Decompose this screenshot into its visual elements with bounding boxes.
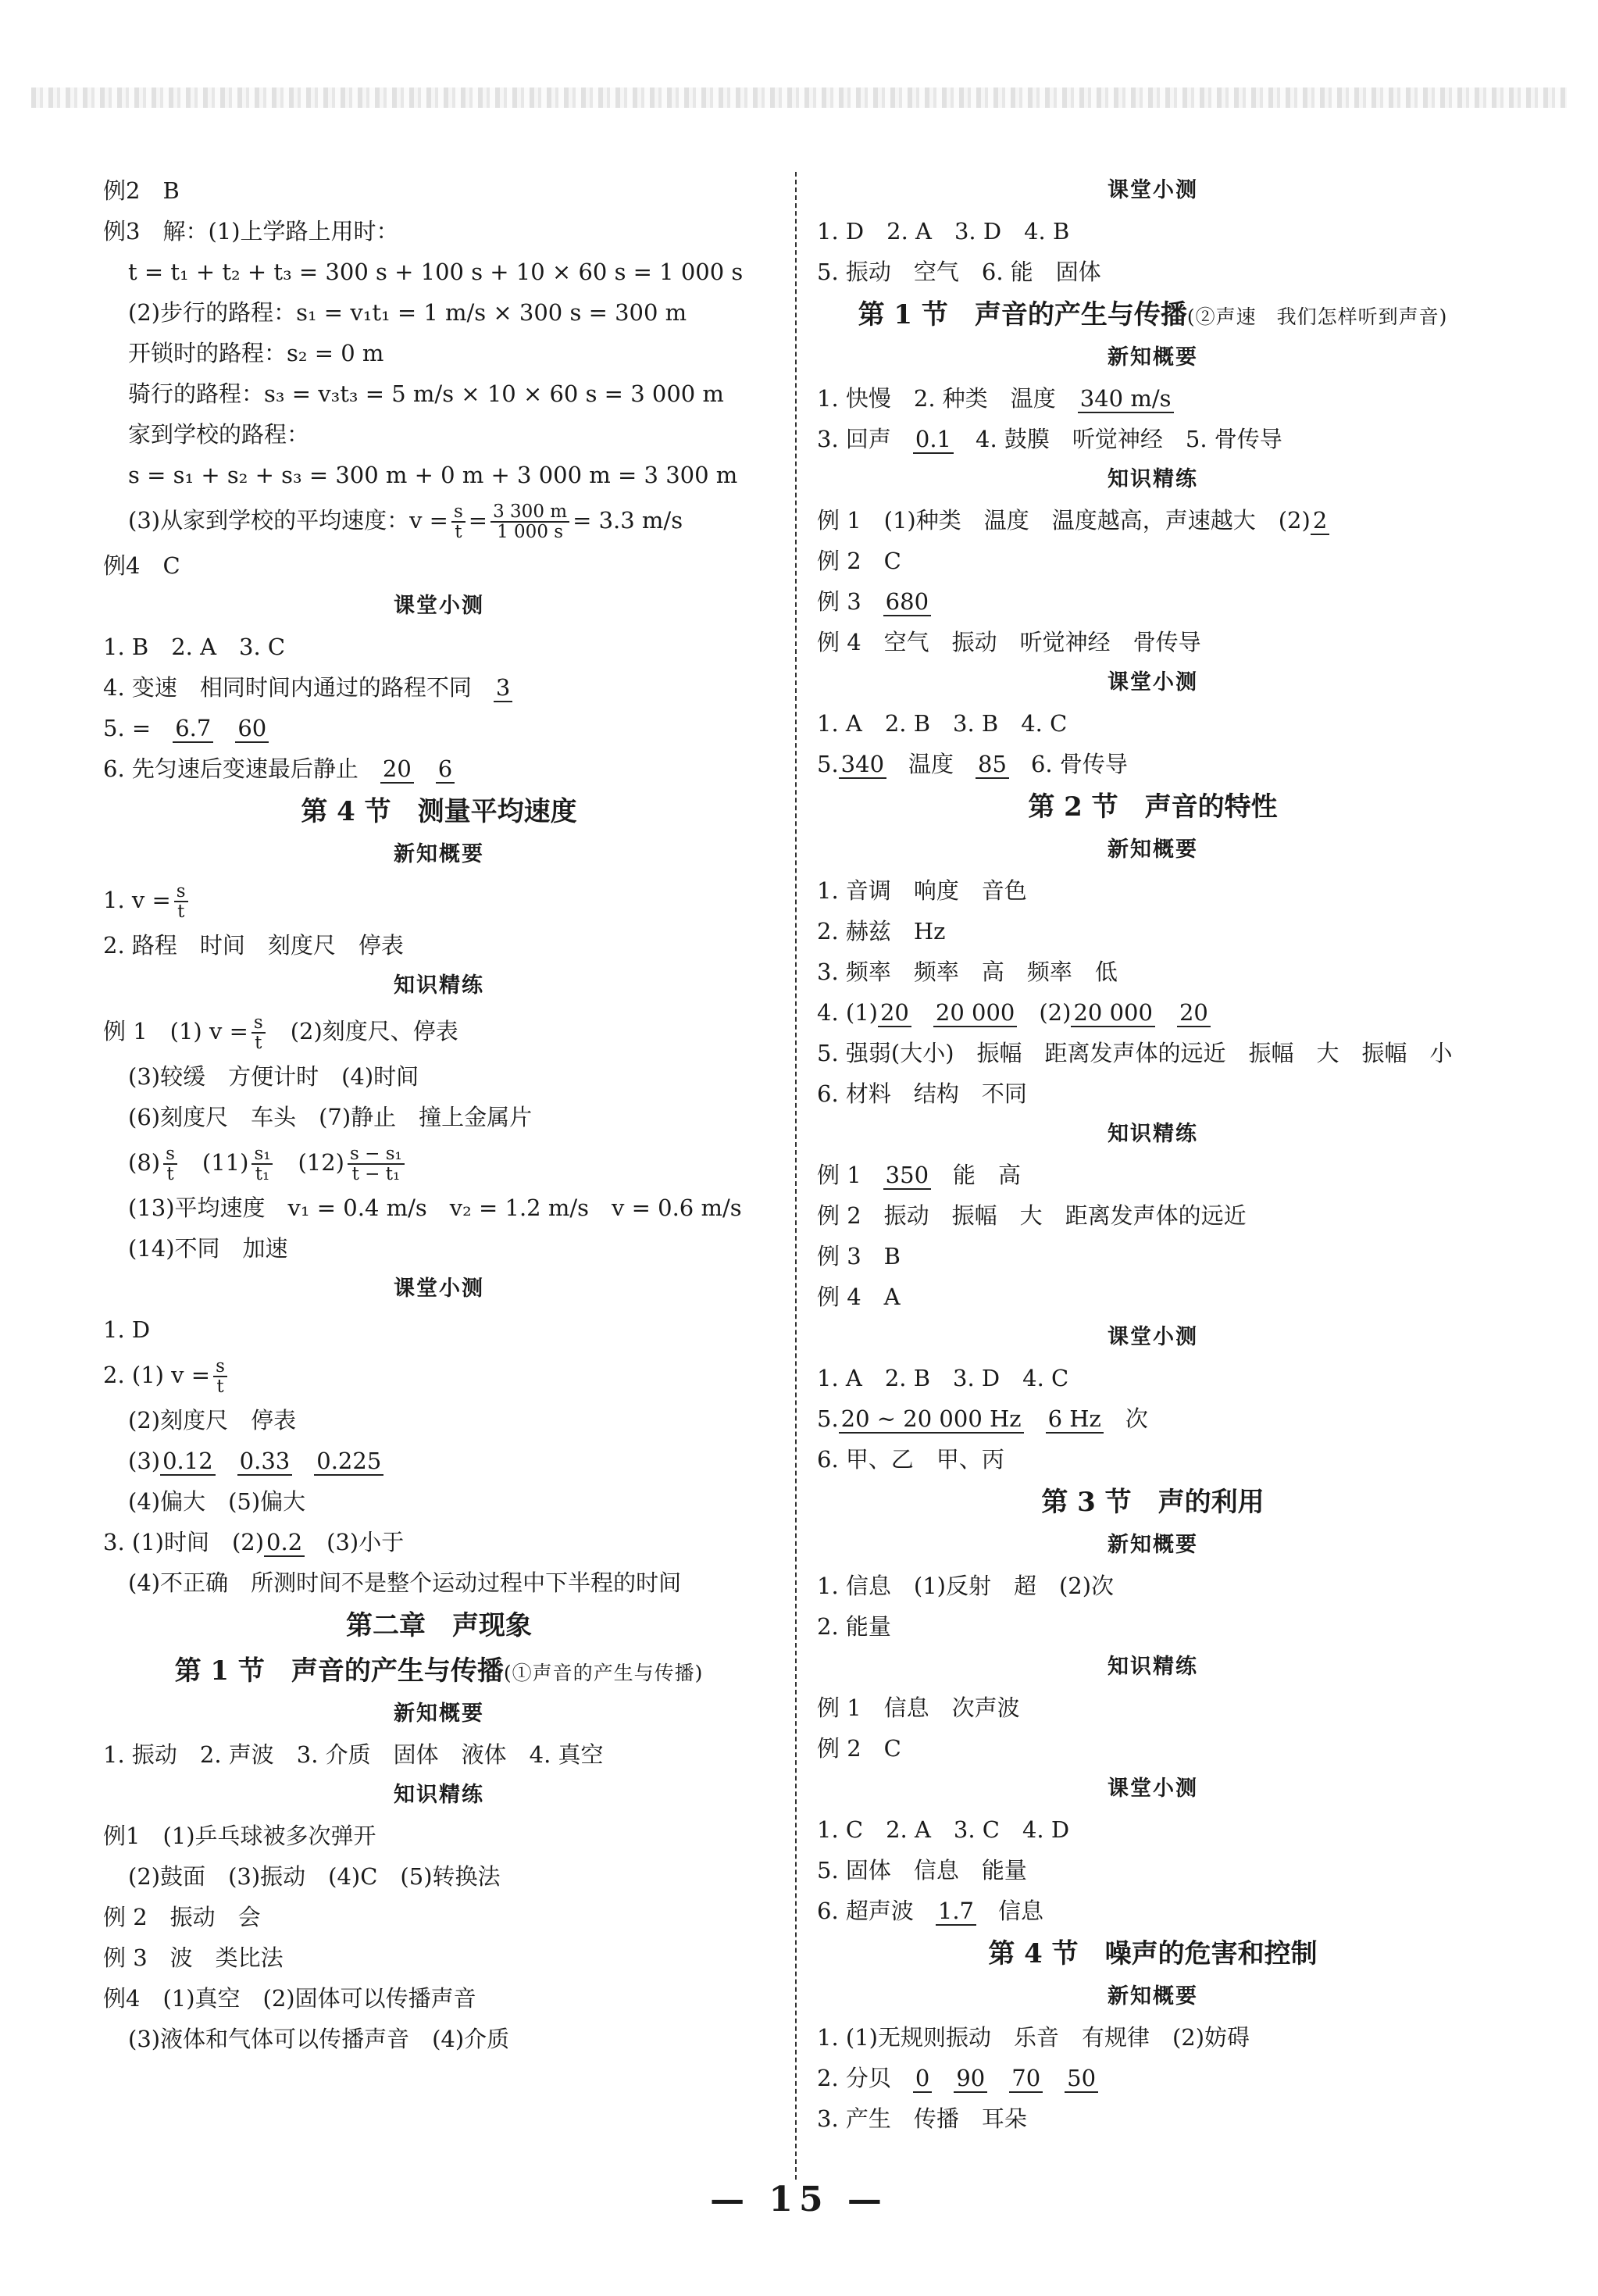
fraction: $\frac{s}{t}$: [451, 502, 465, 541]
answer-line: 例2 B: [103, 177, 180, 204]
answer-line: 5. = 6.7 60: [103, 708, 775, 748]
right-column: [817, 170, 1489, 2139]
answer-line: 5. 振动 空气 6. 能 固体: [817, 259, 1101, 285]
subsection-heading: 课堂小测: [394, 594, 484, 618]
answer-line: 例 2 C: [817, 1735, 901, 1762]
subsection-heading: 知识精练: [1108, 1122, 1198, 1146]
answer-line: 1. v = $\frac{s}{t}$: [103, 875, 775, 925]
answer-line: (3)液体和气体可以传播声音 (4)介质: [128, 2026, 510, 2052]
formula-line: 开锁时的路程：s₂ = 0 m: [128, 340, 384, 366]
answer-line: 1. 音调 响度 音色: [817, 877, 1027, 904]
answer-line: (4)不正确 所测时间不是整个运动过程中下半程的时间: [128, 1569, 682, 1596]
answer-line: 例 3 B: [817, 1243, 901, 1269]
formula-line: (2)步行的路程：s₁ = v₁t₁ = 1 m/s × 300 s = 300 m: [128, 299, 687, 326]
subsection-heading: 新知概要: [1108, 837, 1198, 862]
fraction: $\frac{s}{t}$: [163, 1144, 177, 1184]
subsection-heading: 课堂小测: [1108, 178, 1198, 202]
answer-line: 例 1 (1) v = $\frac{s}{t}$ (2)刻度尺、停表: [103, 1012, 458, 1053]
formula-line: (3)从家到学校的平均速度：v = $\frac{s}{t}$ = $\frac{3 300 m}{1 000 s}$ = 3.3 m/s: [128, 502, 683, 542]
answer-line: (2)鼓面 (3)振动 (4)C (5)转换法: [128, 1863, 501, 1890]
answer-line: (13)平均速度 v₁ = 0.4 m/s v₂ = 1.2 m/s v = 0.6 m/s: [128, 1194, 742, 1221]
answer-line: (3) 0.12 0.33 0.225: [103, 1441, 775, 1481]
answer-line: (2)刻度尺 停表: [128, 1407, 297, 1434]
section-title: 第 1 节 声音的产生与传播(②声速 我们怎样听到声音): [858, 299, 1448, 330]
answer-line: (4)偏大 (5)偏大: [128, 1488, 306, 1515]
answer-line: 2. (1) v = $\frac{s}{t}$: [103, 1350, 775, 1400]
answer-line: 1. 信息 (1)反射 超 (2)次: [817, 1573, 1115, 1599]
answer-line: 1. A 2. B 3. D 4. C: [817, 1365, 1069, 1391]
fraction: $\frac{s}{t}$: [251, 1013, 266, 1052]
section-title: 第 3 节 声的利用: [1041, 1487, 1264, 1518]
top-scan-band: [31, 87, 1567, 108]
fraction: $\frac{3 300 m}{1 000 s}$: [490, 502, 569, 541]
answer-line: 例 1 350 能 高: [817, 1162, 1022, 1188]
answer-line: 例3 解：(1)上学路上用时：: [103, 218, 399, 245]
answer-line: 例4 C: [103, 552, 180, 579]
answer-line: 5. 340 温度 85 6. 骨传导: [817, 751, 1128, 777]
answer-line: 2. 路程 时间 刻度尺 停表: [103, 932, 404, 959]
answer-line: 5. 固体 信息 能量: [817, 1857, 1027, 1884]
answer-line: 5. 20 ~ 20 000 Hz 6 Hz 次: [817, 1405, 1148, 1432]
answer-line: 6. 先匀速后变速最后静止 20 6: [103, 748, 775, 789]
answer-line: 2. 赫兹 Hz: [817, 918, 946, 944]
answer-line: (8) $\frac{s}{t}$ (11) $\frac{\text{s₁}}{\text{t₁}}$ (12) $\frac{\text{s − s₁}}{\text{t − t₁}}$: [103, 1137, 775, 1187]
section-title: 第 4 节 噪声的危害和控制: [988, 1938, 1318, 1969]
formula-line: 家到学校的路程：: [128, 421, 310, 448]
subsection-heading: 课堂小测: [1108, 1325, 1198, 1349]
answer-line: (14)不同 加速: [128, 1235, 288, 1262]
answer-line: 例 3 波 类比法: [103, 1944, 284, 1971]
subsection-heading: 课堂小测: [394, 1277, 484, 1301]
answer-line: 4. 变速 相同时间内通过的路程不同 3: [103, 667, 775, 708]
subsection-heading: 新知概要: [1108, 1984, 1198, 2009]
answer-line: 5. 强弱(大小) 振幅 距离发声体的远近 振幅 大 振幅 小: [817, 1040, 1453, 1066]
subsection-heading: 知识精练: [1108, 1655, 1198, 1679]
answer-line: 3. (1)时间 (2) 0.2 (3)小于: [103, 1529, 405, 1555]
answer-line: 4. (1) 20 20 000 (2) 20 000 20: [817, 992, 1489, 1033]
subsection-heading: 新知概要: [394, 1701, 484, 1726]
answer-line: 例 4 空气 振动 听觉神经 骨传导: [817, 629, 1201, 655]
answer-line: 1. 振动 2. 声波 3. 介质 固体 液体 4. 真空: [103, 1741, 604, 1768]
answer-line: 1. D 2. A 3. D 4. B: [817, 218, 1070, 245]
fraction: $\frac{\text{s₁}}{\text{t₁}}$: [251, 1144, 273, 1184]
answer-line: (6)刻度尺 车头 (7)静止 撞上金属片: [128, 1104, 533, 1130]
answer-line: 1. 快慢 2. 种类 温度 340 m/s: [817, 378, 1489, 419]
answer-line: 1. C 2. A 3. C 4. D: [817, 1816, 1070, 1843]
subsection-heading: 课堂小测: [1108, 670, 1198, 695]
answer-line: 6. 甲、乙 甲、丙: [817, 1446, 1004, 1473]
answer-line: 例 4 A: [817, 1284, 901, 1310]
answer-line: 1. A 2. B 3. B 4. C: [817, 710, 1068, 737]
answer-line: (3)较缓 方便计时 (4)时间: [128, 1063, 419, 1090]
left-column: [103, 170, 775, 2059]
subsection-heading: 知识精练: [394, 1783, 484, 1807]
fraction: $\frac{\text{s − s₁}}{\text{t − t₁}}$: [348, 1144, 405, 1184]
answer-line: 例 1 信息 次声波: [817, 1694, 1020, 1721]
answer-line: 1. B 2. A 3. C: [103, 634, 286, 660]
answer-line: 2. 分贝 0 90 70 50: [817, 2058, 1489, 2098]
subsection-heading: 新知概要: [1108, 1533, 1198, 1557]
answer-line: 例 2 振动 会: [103, 1904, 261, 1930]
answer-line: 例1 (1)乒乓球被多次弹开: [103, 1823, 376, 1849]
page-number: — 15 —: [710, 2180, 888, 2219]
answer-line: 例 3 680: [817, 581, 1489, 622]
answer-line: 1. D: [103, 1316, 151, 1343]
subsection-heading: 新知概要: [394, 842, 484, 866]
section-title: 第 1 节 声音的产生与传播(①声音的产生与传播): [174, 1655, 704, 1687]
answer-line: 6. 材料 结构 不同: [817, 1080, 1027, 1107]
answer-line: 2. 能量: [817, 1613, 891, 1640]
fraction: $\frac{s}{t}$: [213, 1357, 227, 1396]
answer-line: 3. 频率 频率 高 频率 低: [817, 959, 1118, 985]
subsection-heading: 知识精练: [1108, 467, 1198, 491]
section-title: 第 2 节 声音的特性: [1028, 791, 1278, 823]
section-title: 第 4 节 测量平均速度: [301, 796, 577, 827]
answer-line: 例 2 C: [817, 548, 901, 574]
answer-line: 6. 超声波 1.7 信息: [817, 1898, 1044, 1924]
chapter-title: 第二章 声现象: [346, 1610, 532, 1641]
formula-line: t = t₁ + t₂ + t₃ = 300 s + 100 s + 10 × 60 s = 1 000 s: [128, 259, 744, 285]
answer-line: 例 2 振动 振幅 大 距离发声体的远近: [817, 1202, 1247, 1229]
formula-line: 骑行的路程：s₃ = v₃t₃ = 5 m/s × 10 × 60 s = 3 000 m: [128, 380, 724, 407]
fraction: $\frac{s}{t}$: [174, 882, 188, 921]
subsection-heading: 新知概要: [1108, 345, 1198, 370]
answer-line: 1. (1)无规则振动 乐音 有规律 (2)妨碍: [817, 2024, 1250, 2051]
subsection-heading: 课堂小测: [1108, 1776, 1198, 1801]
answer-line: 3. 回声 0.1 4. 鼓膜 听觉神经 5. 骨传导: [817, 426, 1282, 452]
formula-line: s = s₁ + s₂ + s₃ = 300 m + 0 m + 3 000 m = 3 300 m: [128, 462, 738, 488]
answer-line: 3. 产生 传播 耳朵: [817, 2105, 1027, 2132]
answer-line: 例 1 (1)种类 温度 温度越高，声速越大 (2) 2: [817, 500, 1489, 541]
column-divider: [795, 172, 797, 2180]
subsection-heading: 知识精练: [394, 973, 484, 998]
answer-line: 例4 (1)真空 (2)固体可以传播声音: [103, 1985, 476, 2012]
